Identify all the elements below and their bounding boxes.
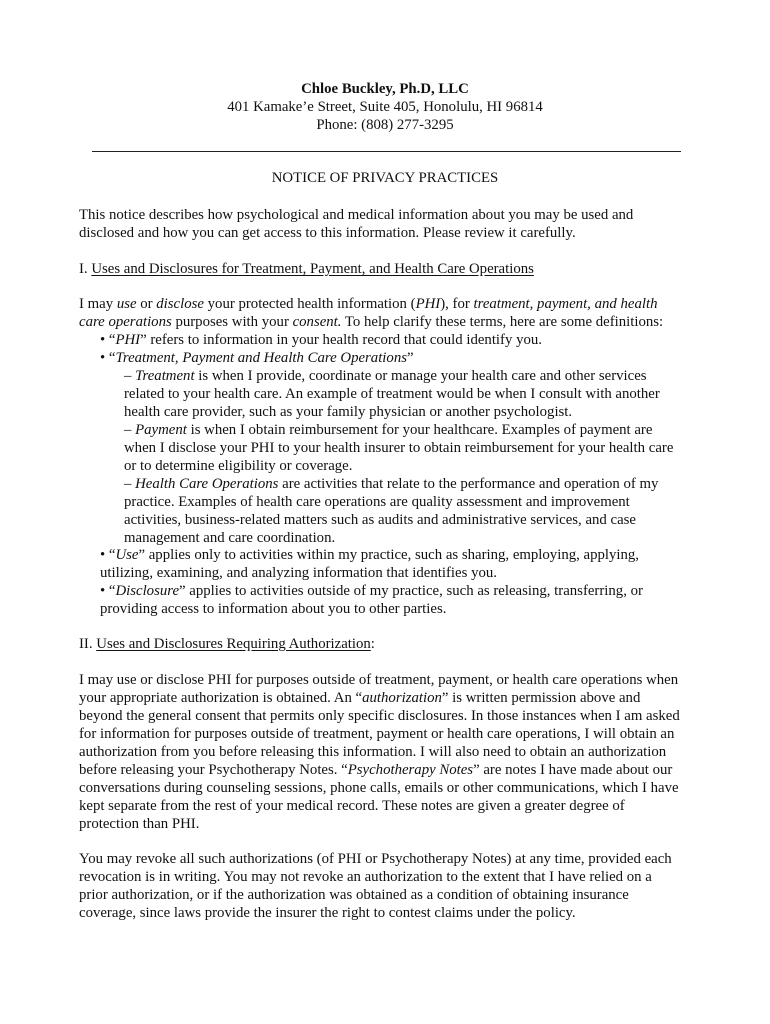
section-number: I. [79,261,92,277]
term-authorization: authorization [362,690,442,706]
paragraph-line: for information for purposes outside of treatment, payment or health care operations, I will obtain an [79,726,675,742]
definition-line: health care provider, such as your family physician or another psychologist. [124,404,573,420]
section-heading: II. Uses and Disclosures Requiring Authorization: [79,636,375,652]
paragraph-line: prior authorization, or if the authorization was obtained as a condition of obtaining insurance [79,887,629,903]
definition-treatment: – Treatment is when I provide, coordinate or manage your health care and other services [124,368,647,384]
paragraph-line: beyond the general consent that permits only specific disclosures. In those instances when I am asked [79,708,680,724]
paragraph-line: your appropriate authorization is obtained. An “authorization” is written permission above and [79,690,641,706]
section-title: Uses and Disclosures for Treatment, Payment, and Health Care Operations [91,261,534,277]
term-disclose: disclose [156,296,204,312]
paragraph-line: I may use or disclose PHI for purposes outside of treatment, payment, or health care operations when [79,672,679,688]
document-title: NOTICE OF PRIVACY PRACTICES [271,170,499,186]
definition-line: management and care coordination. [124,530,336,546]
paragraph-line: protection than PHI. [79,816,200,832]
definition-line: or to determine eligibility or coverage. [124,458,353,474]
section-title: Uses and Disclosures Requiring Authorization [96,636,371,652]
paragraph-line: I may use or disclose your protected health information (PHI), for treatment, payment, and health [79,296,658,312]
paragraph-line: conversations during counseling sessions, phone calls, emails or other communications, which I have [79,780,679,796]
paragraph-line: revocation is in writing. You may not revoke an authorization to the extent that I have relied on a [79,869,652,885]
section-heading [79,260,534,278]
practice-name: Chloe Buckley, Ph.D, LLC [301,81,469,97]
definition-line: practice. Examples of health care operations are quality assessment and improvement [124,494,630,510]
term-psychotherapy-notes: Psychotherapy Notes [347,762,474,778]
paragraph-line: authorization from you before releasing this information. I will also need to obtain an authorization [79,744,667,760]
intro-line: This notice describes how psychological and medical information about you may be used and [79,207,634,223]
practice-address: 401 Kamake’e Street, Suite 405, Honolulu, HI 96814 [227,99,543,115]
bullet-use: • “Use” applies only to activities within my practice, such as sharing, employing, applying, [100,547,639,563]
term-consent: consent. [292,314,342,330]
intro-line: disclosed and how you can get access to this information. Please review it carefully. [79,225,576,241]
term-phi: PHI [415,296,441,312]
definition-line: when I disclose your PHI to your health insurer to obtain reimbursement for your health care [124,440,674,456]
term-tpho: treatment, payment, and health [473,296,658,312]
section-number: II. [79,636,97,652]
paragraph-line: care operations purposes with your consent. To help clarify these terms, here are some definitions: [79,314,664,330]
definition-line: activities, business-related matters such as audits and administrative services, and case [124,512,636,528]
bullet-disclosure: • “Disclosure” applies to activities outside of my practice, such as releasing, transferring, or [100,583,643,599]
bullet-line: providing access to information about you to other parties. [100,601,447,617]
header-divider [92,151,681,152]
definition-line: related to your health care. An example of treatment would be when I consult with another [124,386,660,402]
bullet-phi: • “PHI” refers to information in your health record that could identify you. [100,332,542,348]
term-use: use [116,296,137,312]
bullet-line: utilizing, examining, and analyzing information that identifies you. [100,565,497,581]
bullet-tpho: • “Treatment, Payment and Health Care Operations” [100,350,414,366]
paragraph-line: before releasing your Psychotherapy Notes. “Psychotherapy Notes” are notes I have made about our [79,762,673,778]
practice-phone: Phone: (808) 277-3295 [316,117,454,133]
paragraph-line: kept separate from the rest of your medical record. These notes are given a greater degree of [79,798,625,814]
paragraph-line: coverage, since laws provide the insurer the right to contest claims under the policy. [79,905,576,921]
definition-payment: – Payment is when I obtain reimbursement for your healthcare. Examples of payment are [124,422,653,438]
paragraph-line: You may revoke all such authorizations (of PHI or Psychotherapy Notes) at any time, provided each [79,851,672,867]
definition-hco: – Health Care Operations are activities that relate to the performance and operation of my [124,476,659,492]
